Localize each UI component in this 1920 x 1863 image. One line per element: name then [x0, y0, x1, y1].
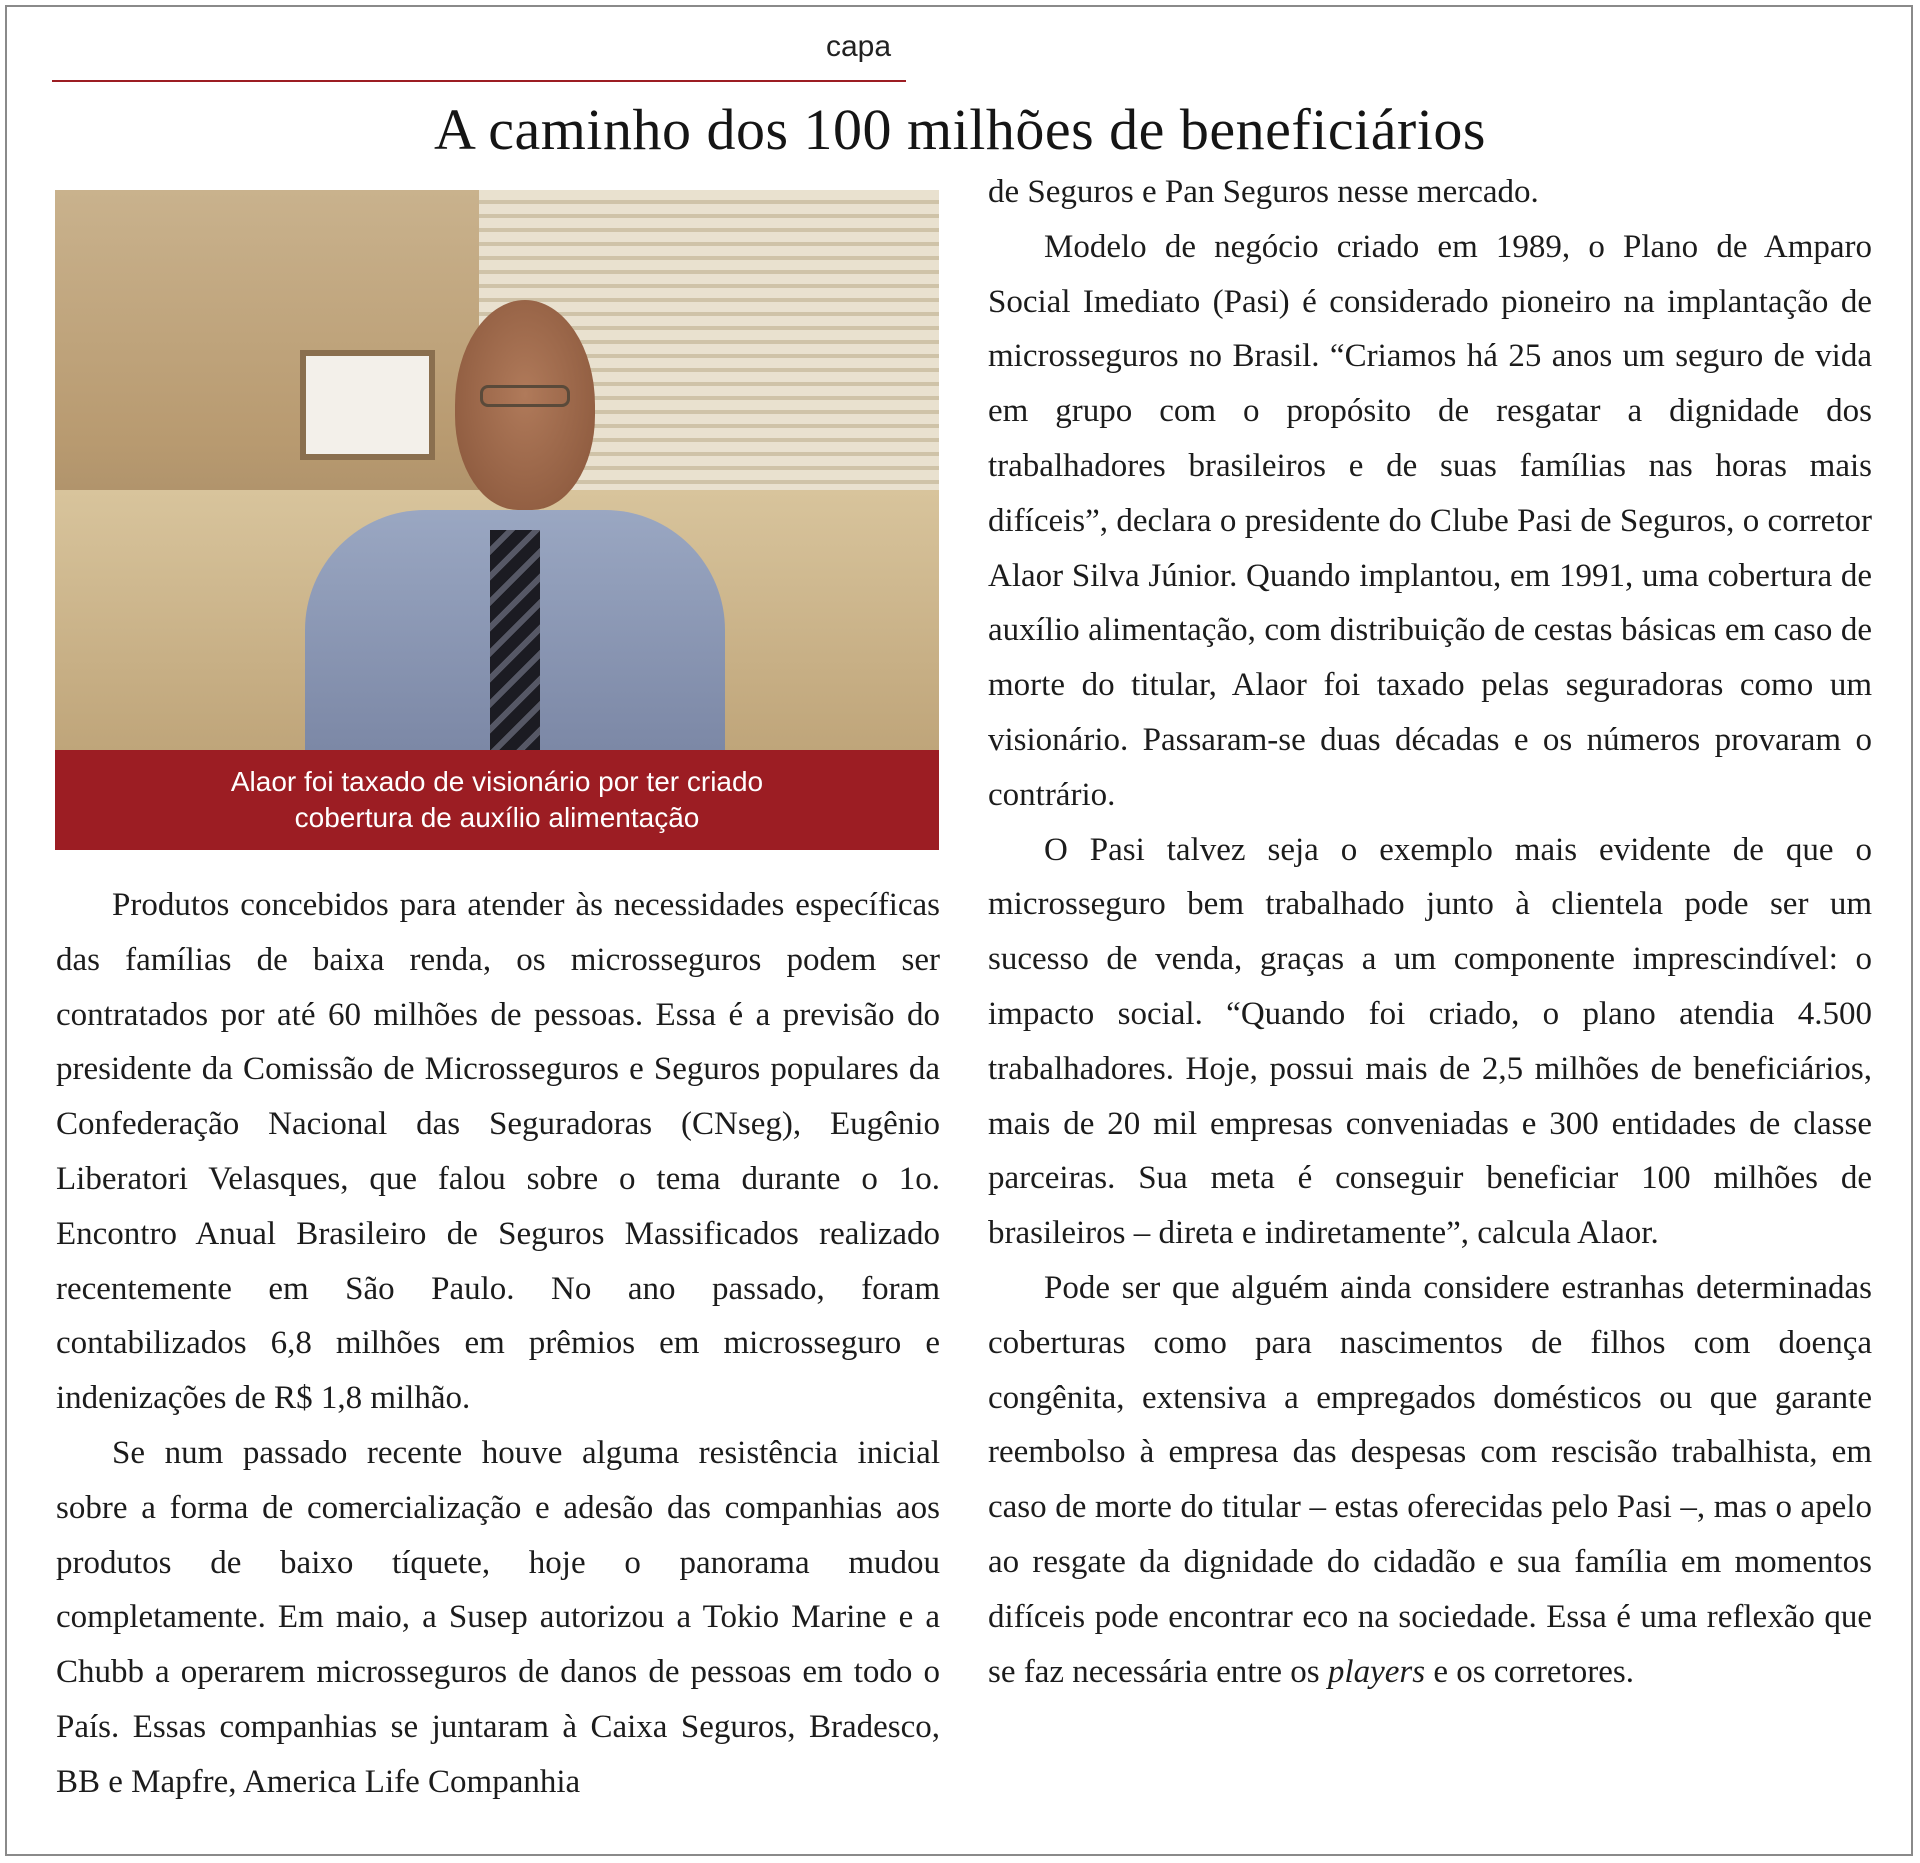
section-label: capa	[826, 30, 892, 63]
article-paragraph: Produtos concebidos para atender às necessidades específicas das famílias de baixa renda, os microsseguros podem ser contratados por até 60 milhões de pessoas. Essa é a previsão do presidente da Comissão de Microsseguros e Seguros populares da Confederação Nacional das Seguradoras (CNseg), Eugênio Liberatori Velasques, que falou sobre o tema durante o 1o. Encontro Anual Brasileiro de Seguros Massificados realizado recentemente em São Paulo. No ano passado, foram contabilizados 6,8 milhões em prêmios em microsseguro e indenizações de R$ 1,8 milhão.	[56, 887, 940, 1417]
italic-term: players	[1327, 1653, 1426, 1690]
caption-line-1: Alaor foi taxado de visionário por ter criado	[230, 766, 764, 797]
article-column-left	[56, 878, 940, 1810]
picture-frame	[300, 350, 435, 460]
article-paragraph: O Pasi talvez seja o exemplo mais evidente de que o microsseguro bem trabalhado junto à clientela pode ser um sucesso de venda, graças a um componente imprescindível: o impacto social. “Quando foi criado, o plano atendia 4.500 trabalhadores. Hoje, possui mais de 2,5 milhões de beneficiários, mais de 20 mil empresas conveniadas e 300 entidades de classe parceiras. Sua meta é conseguir beneficiar 100 milhões de brasileiros – direta e indiretamente”, calcula Alaor.	[988, 831, 1872, 1252]
final-paragraph-text: Pode ser que alguém ainda considere estranhas determinadas coberturas como para nascimentos de filhos com doença congênita, extensiva a empregados domésticos ou que garante reembolso à empresa das despesas com rescisão trabalhista, em caso de morte do titular – estas oferecidas pelo Pasi –, mas o apelo ao resgate da dignidade do cidadão e sua família em momentos difíceis pode encontrar eco na sociedade. Essa é uma reflexão que se faz necessária entre os	[988, 1269, 1872, 1690]
person-glasses	[480, 385, 570, 407]
article-headline: A caminho dos 100 milhões de beneficiários	[434, 97, 1486, 162]
person-tie	[490, 530, 540, 750]
photo-caption	[55, 750, 939, 850]
section-divider	[52, 80, 906, 82]
final-paragraph-end: e os corretores.	[1433, 1653, 1634, 1690]
article-paragraph: Se num passado recente houve alguma resistência inicial sobre a forma de comercialização e adesão das companhias aos produtos de baixo tíquete, hoje o panorama mudou completamente. Em maio, a Susep autorizou a Tokio Marine e a Chubb a operarem microsseguros de danos de pessoas em todo o País. Essas companhias se juntaram à Caixa Seguros, Bradesco, BB e Mapfre, America Life Companhia	[56, 1434, 940, 1800]
portrait-photo	[55, 190, 939, 750]
article-paragraph-final	[988, 1261, 1872, 1699]
article-paragraph-continuation: de Seguros e Pan Seguros nesse mercado.	[988, 174, 1539, 210]
article-paragraph: Modelo de negócio criado em 1989, o Plano de Amparo Social Imediato (Pasi) é considerado pioneiro na implantação de microsseguros no Brasil. “Criamos há 25 anos um seguro de vida em grupo com o propósito de resgatar a dignidade dos trabalhadores brasileiros e de suas famílias nas horas mais difíceis”, declara o presidente do Clube Pasi de Seguros, o corretor Alaor Silva Júnior. Quando implantou, em 1991, uma cobertura de auxílio alimentação, com distribuição de cestas básicas em caso de morte do titular, Alaor foi taxado pelas seguradoras como um visionário. Passaram-se duas décadas e os números provaram o contrário.	[988, 228, 1872, 813]
caption-line-2: cobertura de auxílio alimentação	[294, 802, 700, 833]
article-column-right	[988, 165, 1872, 1699]
